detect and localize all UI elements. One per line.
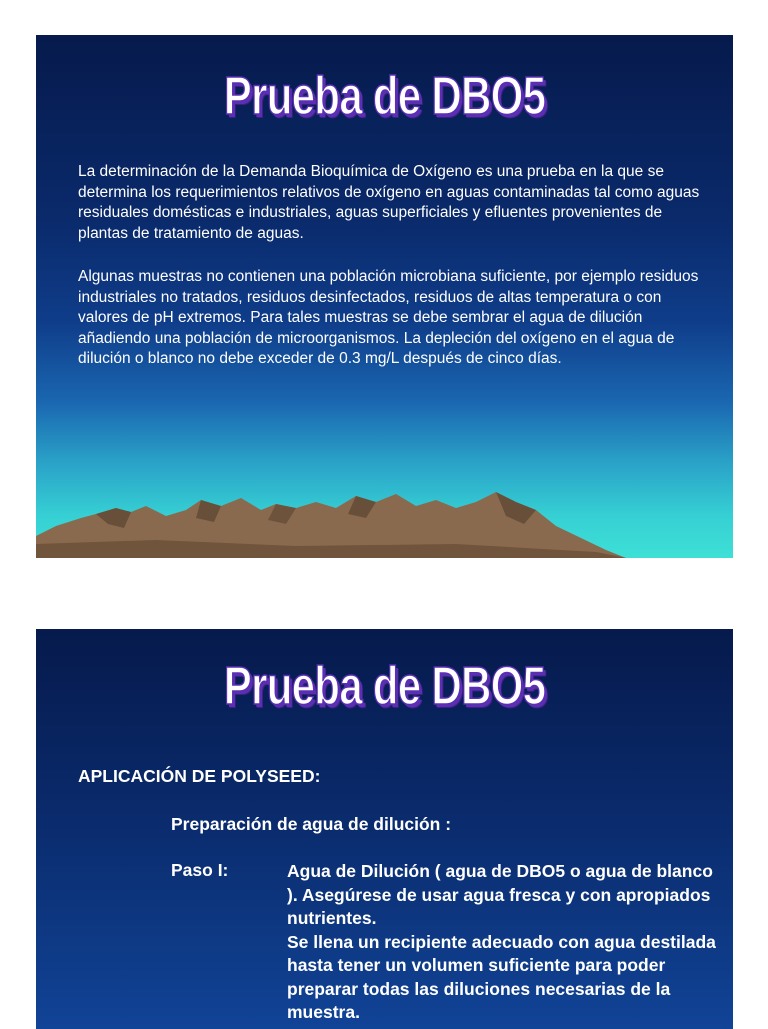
step-label: Paso I: (171, 860, 229, 880)
slide-2 (36, 629, 733, 1029)
slide-2-title: Prueba de DBO5 (223, 656, 546, 716)
section-subheading: Preparación de agua de dilución : (171, 814, 452, 834)
slide-1-paragraph-1: La determinación de la Demanda Bioquímica de Oxígeno es una prueba en la que se determina los requerimientos relativos de oxígeno en aguas contaminadas tal como aguas residuales domésticas e industriales, aguas superficiales y efluentes provenientes de plantas de tratamiento de aguas. (78, 163, 700, 242)
mountain-range-illustration (36, 488, 733, 558)
step-text-2: Se llena un recipiente adecuado con agua destilada hasta tener un volumen suficiente para poder preparar todas las diluciones necesarias de la muestra. (287, 931, 716, 1022)
slide-1 (36, 35, 733, 558)
step-text-1: Agua de Dilución ( agua de DBO5 o agua de blanco ). Asegúrese de usar agua fresca y con apropiados nutrientes. (287, 861, 713, 928)
section-heading: APLICACIÓN DE POLYSEED: (78, 766, 321, 786)
slide-1-title: Prueba de DBO5 (223, 66, 546, 126)
step-body (287, 860, 717, 1025)
slide-1-paragraph-2: Algunas muestras no contienen una población microbiana suficiente, por ejemplo residuos industriales no tratados, residuos desinfectados, residuos de altas temperatura o con valores de pH extremos. Para tales muestras se debe sembrar el agua de dilución añadiendo una población de microorganismos. La depleción del oxígeno en el agua de dilución o blanco no debe exceder de 0.3 mg/L después de cinco días. (78, 268, 699, 367)
